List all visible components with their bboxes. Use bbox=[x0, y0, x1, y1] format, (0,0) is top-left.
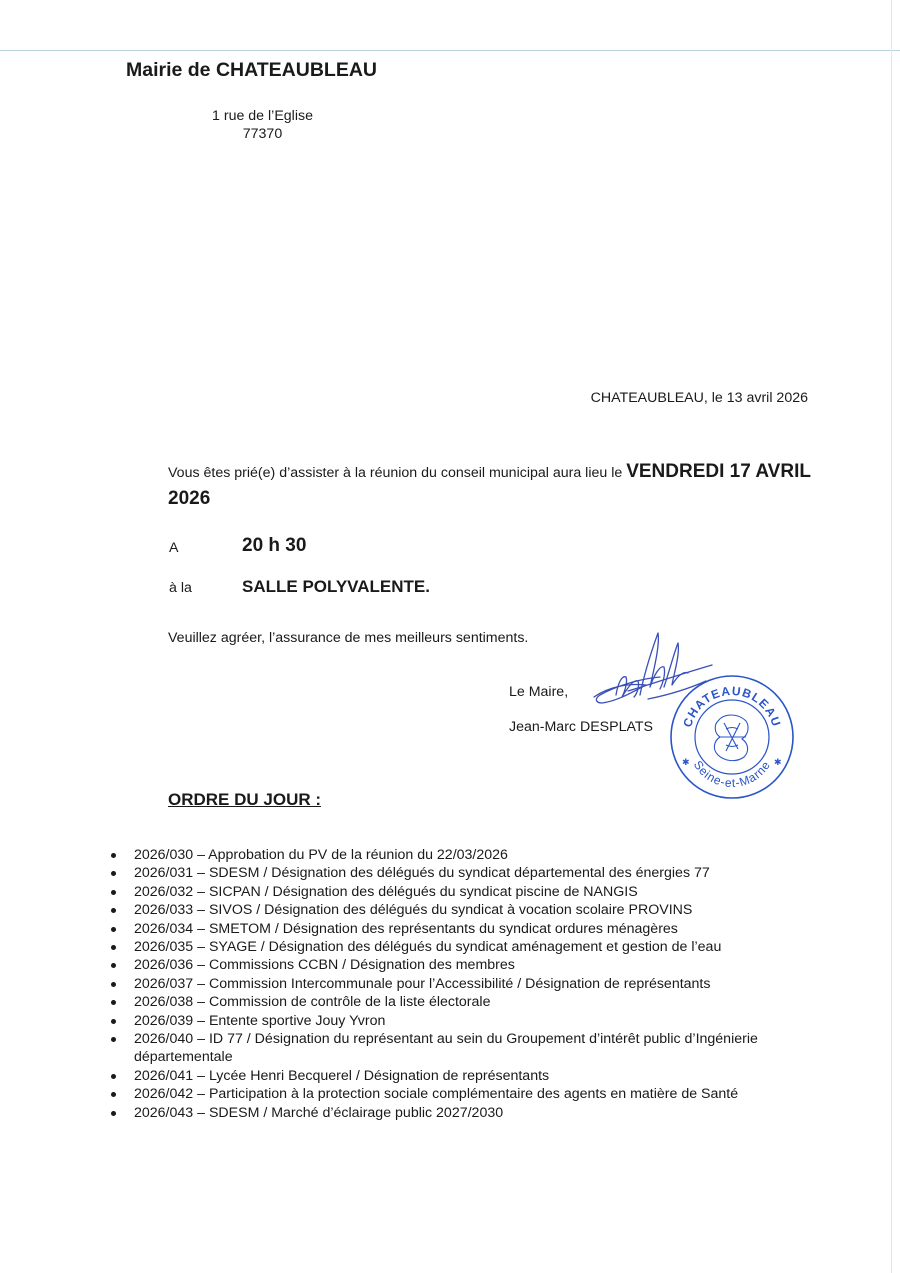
agenda-item: 2026/043 – SDESM / Marché d’éclairage public 2027/2030 bbox=[134, 1104, 814, 1122]
address-postcode: 77370 bbox=[242, 126, 283, 142]
address-street: 1 rue de l’Eglise bbox=[212, 108, 313, 124]
agenda-title: ORDRE DU JOUR : bbox=[168, 790, 322, 809]
place-label: à la bbox=[169, 580, 192, 596]
svg-text:CHATEAUBLEAU bbox=[680, 684, 783, 729]
agenda-item: 2026/042 – Participation à la protection sociale complémentaire des agents en matière de Santé bbox=[134, 1085, 814, 1103]
agenda-item: 2026/034 – SMETOM / Désignation des représentants du syndicat ordures ménagères bbox=[134, 920, 814, 938]
meeting-time: 20 h 30 bbox=[242, 535, 307, 556]
time-label: A bbox=[169, 540, 179, 556]
mairie-address bbox=[190, 107, 335, 143]
invitation-text: Vous êtes prié(e) d’assister à la réunion du conseil municipal aura lieu le bbox=[168, 465, 623, 481]
right-edge-rule bbox=[891, 0, 892, 1273]
top-rule bbox=[0, 50, 900, 51]
signer-name: Jean-Marc DESPLATS bbox=[509, 719, 654, 735]
svg-text:✱: ✱ bbox=[774, 758, 782, 768]
stamp-emblem-icon bbox=[714, 715, 748, 761]
agenda-item: 2026/041 – Lycée Henri Becquerel / Désignation de représentants bbox=[134, 1067, 814, 1085]
agenda-item: 2026/038 – Commission de contrôle de la liste électorale bbox=[134, 993, 814, 1011]
agenda-item: 2026/040 – ID 77 / Désignation du représentant au sein du Groupement d’intérêt public d’Ingénierie départementale bbox=[134, 1030, 814, 1067]
agenda-item: 2026/039 – Entente sportive Jouy Yvron bbox=[134, 1012, 814, 1030]
stamp-top-text: CHATEAUBLEAU bbox=[680, 683, 784, 729]
meeting-date: VENDREDI 17 AVRIL 2026 bbox=[168, 461, 811, 509]
agenda-item: 2026/036 – Commissions CCBN / Désignation des membres bbox=[134, 956, 814, 974]
stamp-bottom-text: Seine-et-Marne bbox=[690, 758, 774, 791]
place-and-date: CHATEAUBLEAU, le 13 avril 2026 bbox=[590, 390, 808, 406]
signer-title: Le Maire, bbox=[509, 684, 569, 700]
agenda-list bbox=[134, 846, 814, 1122]
agenda-item: 2026/035 – SYAGE / Désignation des délégués du syndicat aménagement et gestion de l’eau bbox=[134, 938, 814, 956]
agenda-item: 2026/031 – SDESM / Désignation des délégués du syndicat départemental des énergies 77 bbox=[134, 864, 814, 882]
agenda-item: 2026/033 – SIVOS / Désignation des délégués du syndicat à vocation scolaire PROVINS bbox=[134, 901, 814, 919]
closing-formula: Veuillez agréer, l’assurance de mes meilleurs sentiments. bbox=[168, 630, 529, 646]
agenda-item: 2026/032 – SICPAN / Désignation des délégués du syndicat piscine de NANGIS bbox=[134, 883, 814, 901]
mairie-title: Mairie de CHATEAUBLEAU bbox=[126, 59, 377, 81]
agenda-item: 2026/030 – Approbation du PV de la réunion du 22/03/2026 bbox=[134, 846, 814, 864]
svg-text:✱: ✱ bbox=[682, 758, 690, 768]
meeting-place: SALLE POLYVALENTE. bbox=[242, 577, 430, 596]
invitation-paragraph bbox=[168, 459, 813, 513]
municipal-stamp bbox=[668, 673, 796, 801]
agenda-item: 2026/037 – Commission Intercommunale pour l’Accessibilité / Désignation de représentants bbox=[134, 975, 814, 993]
